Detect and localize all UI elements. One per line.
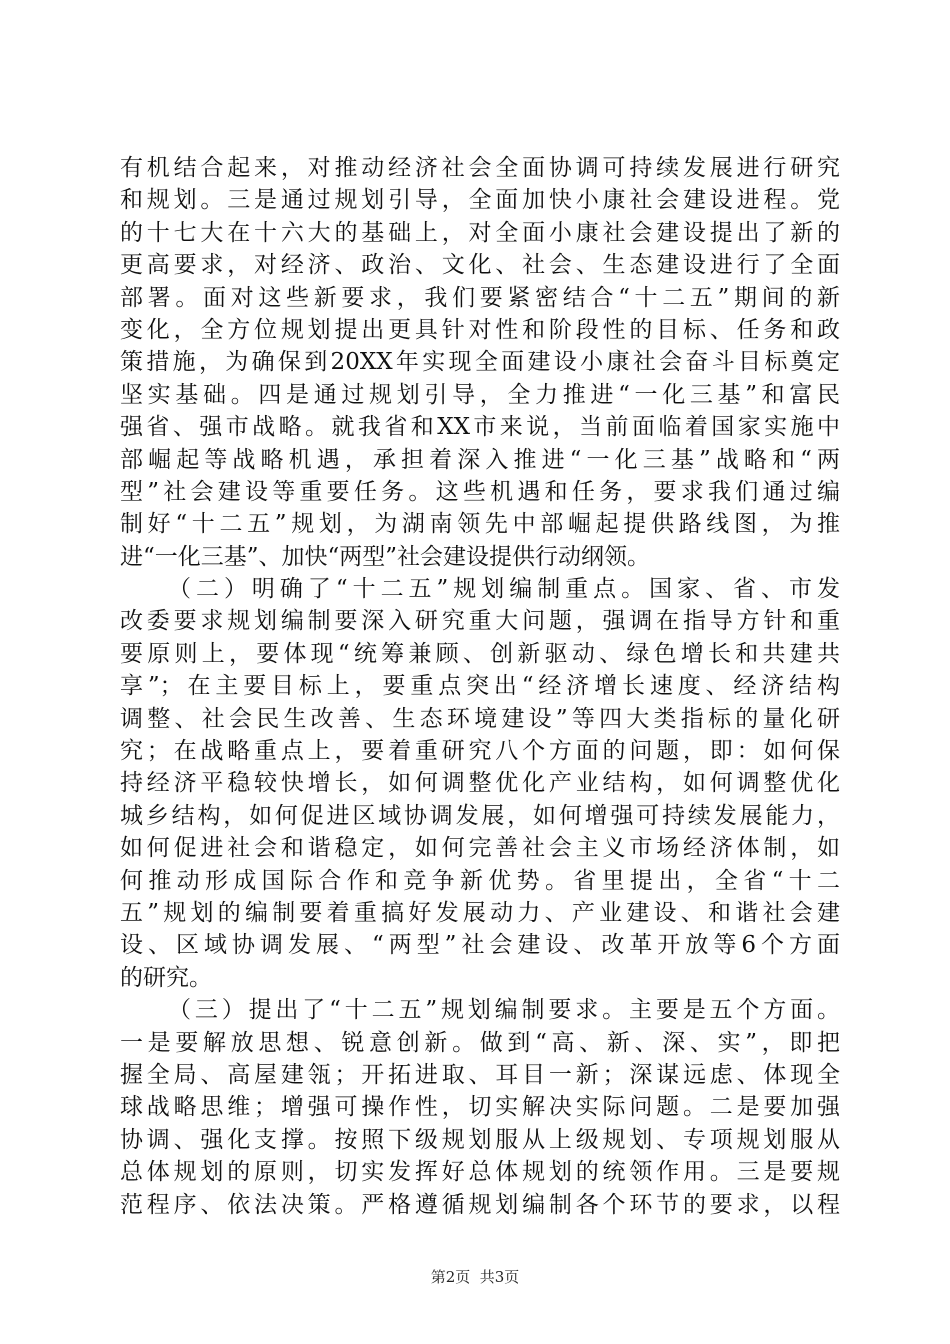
text-line: 城乡结构，如何促进区域协调发展，如何增强可持续发展能力， — [120, 802, 840, 829]
text-line: 五”规划的编制要着重搞好发展动力、产业建设、和谐社会建 — [120, 899, 840, 926]
text-line: 享”；在主要目标上，要重点突出“经济增长速度、经济结构 — [120, 673, 840, 700]
text-line: 变化，全方位规划提出更具针对性和阶段性的目标、任务和政 — [120, 316, 840, 343]
text-line: 究；在战略重点上，要着重研究八个方面的问题，即：如何保 — [120, 738, 840, 765]
text-line: 型”社会建设等重要任务。这些机遇和任务，要求我们通过编 — [120, 478, 840, 505]
text-line: 有机结合起来，对推动经济社会全面协调可持续发展进行研究 — [120, 155, 840, 181]
text-line: 范程序、依法决策。严格遵循规划编制各个环节的要求，以程 — [120, 1191, 840, 1218]
page-number-footer: 第2页 共3页 — [430, 1268, 520, 1286]
text-line: 部崛起等战略机遇，承担着深入推进“一化三基”战略和“两 — [120, 446, 840, 473]
text-line: 调整、社会民生改善、生态环境建设”等四大类指标的量化研 — [120, 705, 840, 732]
text-line: 如何促进社会和谐稳定，如何完善社会主义市场经济体制，如 — [120, 835, 840, 862]
text-line: 的研究。 — [120, 964, 212, 991]
text-line: 球战略思维；增强可操作性，切实解决实际问题。二是要加强 — [120, 1094, 840, 1121]
text-line: 和规划。三是通过规划引导，全面加快小康社会建设进程。党 — [120, 187, 840, 214]
text-line: 持经济平稳较快增长，如何调整优化产业结构，如何调整优化 — [120, 770, 840, 797]
text-line: 握全局、高屋建瓴；开拓进取、耳目一新；深谋远虑、体现全 — [120, 1061, 840, 1088]
text-line: 制好“十二五”规划，为湖南领先中部崛起提供路线图，为推 — [120, 511, 840, 538]
text-line: 策措施，为确保到20XX年实现全面建设小康社会奋斗目标奠定 — [120, 349, 840, 376]
text-line: 更高要求，对经济、政治、文化、社会、生态建设进行了全面 — [120, 252, 840, 279]
text-line: 坚实基础。四是通过规划引导，全力推进“一化三基”和富民 — [120, 381, 840, 408]
text-line: 总体规划的原则，切实发挥好总体规划的统领作用。三是要规 — [120, 1159, 840, 1186]
text-line: 改委要求规划编制要深入研究重大问题，强调在指导方针和重 — [120, 608, 840, 635]
text-line: 的十七大在十六大的基础上，对全面小康社会建设提出了新的 — [120, 219, 840, 246]
section-heading-line: （三）提出了“十二五”规划编制要求。主要是五个方面。 — [168, 997, 840, 1024]
text-line: 协调、强化支撑。按照下级规划服从上级规划、专项规划服从 — [120, 1126, 840, 1153]
text-line: 何推动形成国际合作和竞争新优势。省里提出，全省“十二 — [120, 867, 840, 894]
section-heading-line: （二）明确了“十二五”规划编制重点。国家、省、市发 — [168, 576, 840, 603]
text-line: 要原则上，要体现“统筹兼顾、创新驱动、绿色增长和共建共 — [120, 640, 840, 667]
text-line: 强省、强市战略。就我省和XX市来说，当前面临着国家实施中 — [120, 414, 840, 441]
body-text — [120, 152, 840, 1221]
text-line: 进“一化三基”、加快“两型”社会建设提供行动纲领。 — [120, 543, 651, 570]
text-line: 设、区域协调发展、“两型”社会建设、改革开放等6个方面 — [120, 932, 840, 959]
text-line: 一是要解放思想、锐意创新。做到“高、新、深、实”，即把 — [120, 1029, 840, 1056]
text-line: 部署。面对这些新要求，我们要紧密结合“十二五”期间的新 — [120, 284, 840, 311]
